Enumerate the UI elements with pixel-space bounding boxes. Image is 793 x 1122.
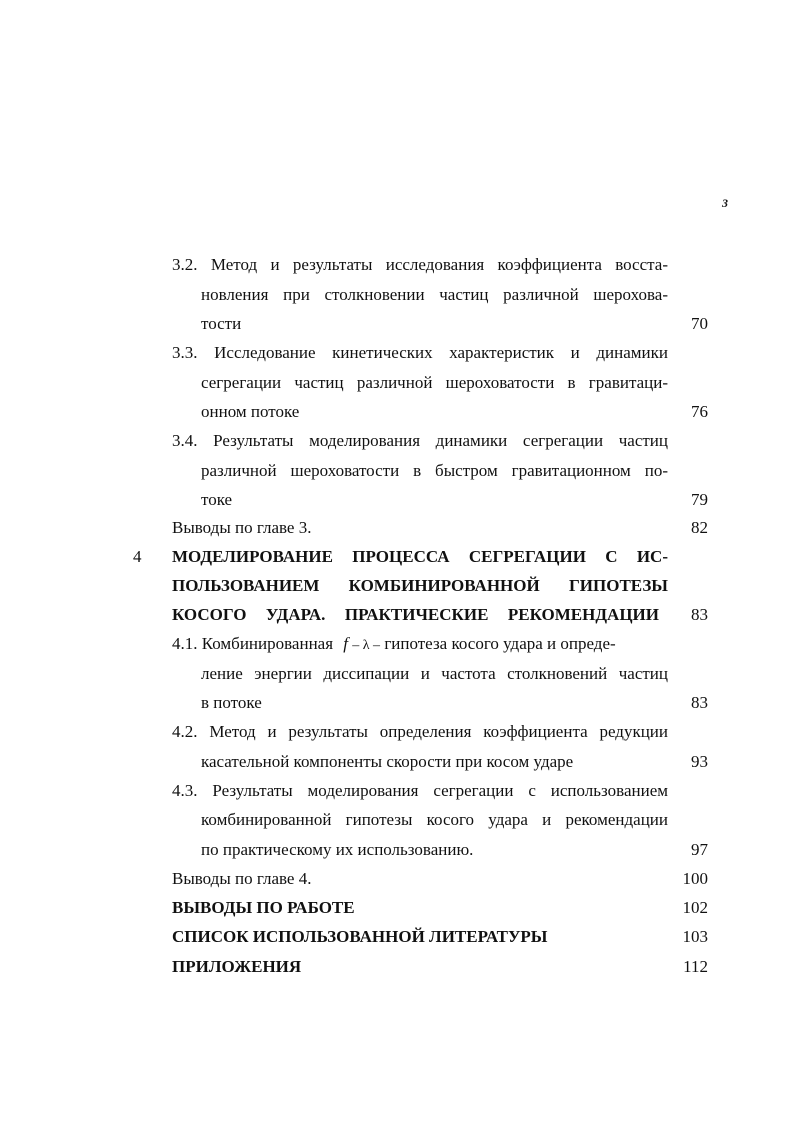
toc-entry-references-text: СПИСОК ИСПОЛЬЗОВАННОЙ ЛИТЕРАТУРЫ — [172, 927, 548, 946]
formula-f: f — [343, 634, 349, 653]
toc-entry-3-3-line-1: 3.3. Исследование кинетических характеристик и динамики — [172, 343, 668, 362]
toc-entry-summary-page: 102 — [682, 898, 708, 917]
toc-entry-4-1-line-1 — [172, 634, 616, 656]
toc-entry-4-3-line-2: комбинированной гипотезы косого удара и рекомендации — [201, 810, 668, 829]
formula-lambda: – λ – — [352, 638, 381, 653]
page-number: 3 — [722, 196, 728, 210]
toc-entry-3-2-line-3: тости — [201, 314, 242, 333]
toc-entry-references-page: 103 — [682, 927, 708, 946]
toc-chapter-4-number: 4 — [133, 547, 142, 566]
toc-entry-4-1-line-3: в потоке — [201, 693, 262, 712]
toc-entry-4-1-text-before: 4.1. Комбинированная — [172, 634, 334, 653]
toc-entry-4-2-line-1: 4.2. Метод и результаты определения коэффициента редукции — [172, 722, 668, 741]
toc-entry-4-2-page: 93 — [691, 752, 708, 771]
toc-entry-4-3-page: 97 — [691, 840, 708, 859]
toc-entry-3-4-line-1: 3.4. Результаты моделирования динамики сегрегации частиц — [172, 431, 668, 450]
toc-entry-4-2-line-2: касательной компоненты скорости при косом ударе — [201, 752, 574, 771]
toc-entry-3-4-page: 79 — [691, 490, 708, 509]
toc-entry-4-1-line-2: ление энергии диссипации и частота столкновений частиц — [201, 664, 668, 683]
toc-entry-3-4-line-3: токе — [201, 490, 233, 509]
toc-entry-appendices-text: ПРИЛОЖЕНИЯ — [172, 957, 302, 976]
toc-chapter-4-line-1: МОДЕЛИРОВАНИЕ ПРОЦЕССА СЕГРЕГАЦИИ С ИС- — [172, 547, 668, 566]
toc-entry-4-3-line-3: по практическому их использованию. — [201, 840, 474, 859]
toc-entry-3-3-line-2: сегрегации частиц различной шероховатости в гравитаци- — [201, 373, 668, 392]
toc-entry-4-1-page: 83 — [691, 693, 708, 712]
toc-entry-3-2-page: 70 — [691, 314, 708, 333]
toc-entry-3-2-line-1: 3.2. Метод и результаты исследования коэффициента восста- — [172, 255, 668, 274]
toc-entry-conclusions-4-page: 100 — [682, 869, 708, 888]
toc-chapter-4-page: 83 — [691, 605, 708, 624]
toc-entry-conclusions-3-page: 82 — [691, 518, 708, 537]
toc-entry-3-3-page: 76 — [691, 402, 708, 421]
toc-entry-3-2-line-2: новления при столкновении частиц различной шерохова- — [201, 285, 668, 304]
toc-entry-3-3-line-3: онном потоке — [201, 402, 300, 421]
toc-entry-4-1-text-after: гипотеза косого удара и опреде- — [384, 634, 616, 653]
toc-entry-summary-text: ВЫВОДЫ ПО РАБОТЕ — [172, 898, 355, 917]
toc-entry-3-4-line-2: различной шероховатости в быстром гравитационном по- — [201, 461, 668, 480]
toc-entry-appendices-page: 112 — [683, 957, 708, 976]
toc-chapter-4-line-2: ПОЛЬЗОВАНИЕМ КОМБИНИРОВАННОЙ ГИПОТЕЗЫ — [172, 576, 668, 595]
toc-entry-conclusions-3-text: Выводы по главе 3. — [172, 518, 312, 537]
toc-entry-4-3-line-1: 4.3. Результаты моделирования сегрегации с использованием — [172, 781, 668, 800]
toc-entry-conclusions-4-text: Выводы по главе 4. — [172, 869, 312, 888]
toc-chapter-4-line-3: КОСОГО УДАРА. ПРАКТИЧЕСКИЕ РЕКОМЕНДАЦИИ — [172, 605, 659, 624]
